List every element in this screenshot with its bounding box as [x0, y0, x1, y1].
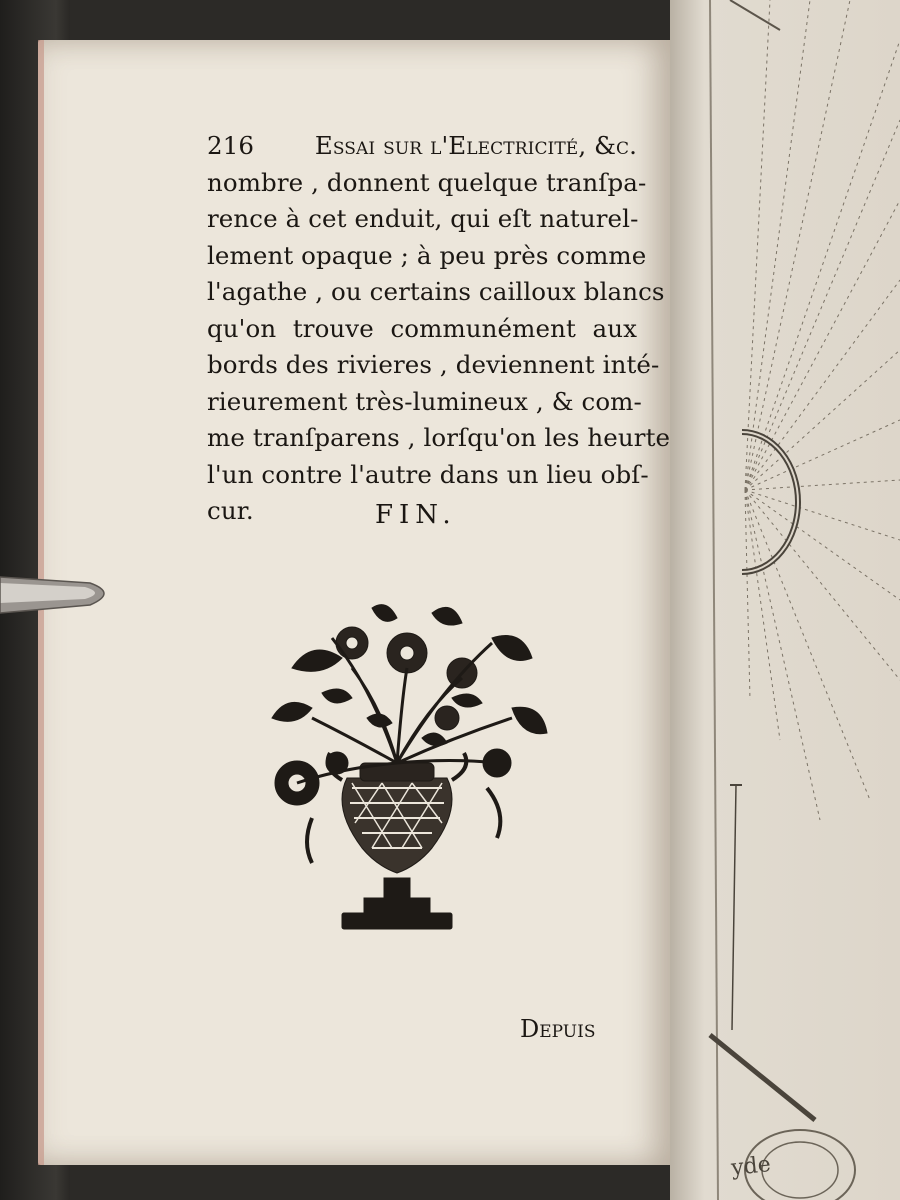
vase-of-flowers-ornament	[252, 598, 552, 943]
show-through-text	[590, 440, 620, 1060]
catchword: Depuis	[520, 1015, 596, 1043]
body-text	[207, 128, 671, 530]
running-head	[207, 128, 637, 165]
text-line: nombre , donnent quelque tranſpa-	[207, 167, 647, 197]
engraving-rays-plate	[670, 0, 900, 1200]
page-clip-marker	[0, 565, 120, 625]
text-line: rieurement très-lumineux , & com-	[207, 386, 642, 416]
end-word-fin: FIN.	[375, 500, 457, 530]
text-line: l'agathe , ou certains cailloux blancs	[207, 277, 665, 306]
text-line: rence à cet enduit, qui eſt naturel-	[207, 204, 639, 233]
text-line: qu'on trouve communément aux	[207, 313, 637, 343]
text-line: me tranſparens , lorſqu'on les heurte	[207, 423, 671, 452]
text-line: lement opaque ; à peu près comme	[207, 240, 647, 270]
running-title: Essai sur l'Electricité, &c.	[314, 131, 637, 160]
text-line: cur.	[207, 496, 254, 525]
text-line: l'un contre l'autre dans un lieu obſ-	[207, 459, 649, 489]
text-line: bords des rivieres , deviennent inté-	[207, 350, 660, 379]
right-page-plate	[670, 0, 900, 1200]
page-number: 216	[207, 131, 255, 160]
svg-text:yde: yde	[730, 1151, 772, 1181]
